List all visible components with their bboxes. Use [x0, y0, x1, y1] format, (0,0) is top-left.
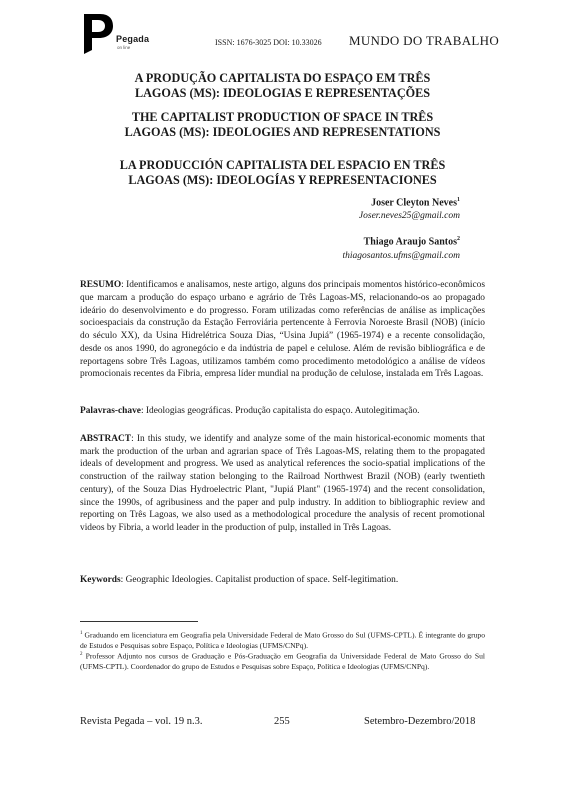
pegada-logo-icon	[80, 10, 116, 54]
footnote-1-text: Graduando em licenciatura em Geografia pela Universidade Federal de Mato Grosso do Sul (UFMS-CPTL). É integrante do grupo de Estudos e Pesquisas sobre Espaço, Política e Ideologias (UFMS/CNPq).	[80, 630, 485, 650]
footer-journal-volume: Revista Pegada – vol. 19 n.3.	[80, 716, 203, 727]
author-1-name: Joser Cleyton Neves	[371, 197, 457, 209]
issn-doi: ISSN: 1676-3025 DOI: 10.33026	[215, 38, 322, 47]
footnote-divider	[80, 621, 198, 622]
journal-logo	[80, 10, 150, 54]
footnote-1	[80, 629, 485, 651]
title-en-line-1: THE CAPITALIST PRODUCTION OF SPACE IN TRÊS	[131, 110, 434, 124]
title-spanish	[80, 158, 485, 188]
page-number: 255	[274, 716, 290, 727]
title-english	[80, 110, 485, 140]
title-pt-line-1: A PRODUÇÃO CAPITALISTA DO ESPAÇO EM TRÊS	[134, 71, 431, 85]
logo-subtitle: on line	[117, 45, 131, 50]
palavras-text: : Ideologias geográficas. Produção capitalista do espaço. Autolegitimação.	[140, 406, 420, 416]
author-2-footnote-mark[interactable]: 2	[457, 236, 460, 242]
resumo-label: RESUMO	[80, 280, 122, 290]
footnote-2-text: Professor Adjunto nos cursos de Graduação e Pós-Graduação em Geografia da Universidade Federal de Mato Grosso do Sul (UFMS-CPTL). Coordenador do grupo de Estudos e Pesquisas sobre Espaço, Política e Ideologias (UFMS/CNPq).	[80, 651, 485, 671]
author-2-email[interactable]: thiagosantos.ufms@gmail.com	[342, 251, 460, 261]
author-2-name: Thiago Araujo Santos	[363, 236, 457, 248]
author-1-footnote-mark[interactable]: 1	[457, 197, 460, 203]
abstract-label: ABSTRACT	[80, 434, 132, 444]
author-name	[364, 236, 460, 247]
keywords-text: : Geographic Ideologies. Capitalist production of space. Self-legitimation.	[120, 575, 399, 585]
keywords	[80, 574, 485, 587]
abstract-text: : In this study, we identify and analyze some of the main historical-economic moments that mark the production of the urban and agrarian space of Três Lagoas-MS, relating them to the propagated ideals of development and progress. We used as analytical references the socio-spatial implications of the construction of the railway station belonging to the Railroad Northwest Brazil (NOB) (early twentieth century), of the Souza Dias Hydroelectric Plant, "Jupiá Plant" (1965-1974) and the recent consolidation, since the 1990s, of agribusiness and the paper and pulp industry. In addition to bibliographic review and reporting on Três Lagoas, we also used as a methodological procedure the analysis of recent promotional videos by Fibria, a world leader in the production of pulp, installed in Três Lagoas.	[80, 434, 485, 533]
logo-name: Pegada	[116, 34, 150, 44]
title-portuguese	[80, 71, 485, 101]
title-es-line-2: LAGOAS (MS): IDEOLOGÍAS Y REPRESENTACIONES	[128, 173, 437, 187]
footnote-1-mark: 1	[80, 631, 83, 636]
title-pt-line-2: LAGOAS (MS): IDEOLOGIAS E REPRESENTAÇÕES	[134, 86, 431, 100]
footer-date: Setembro-Dezembro/2018	[364, 716, 476, 727]
author-1-email[interactable]: Joser.neves25@gmail.com	[358, 211, 460, 221]
palavras-label: Palavras-chave	[80, 406, 141, 416]
footnote-2-mark: 2	[80, 652, 83, 657]
footnote-2	[80, 650, 485, 672]
keywords-label: Keywords	[80, 575, 121, 585]
palavras-chave	[80, 405, 485, 418]
title-en-line-2: LAGOAS (MS): IDEOLOGIES AND REPRESENTATIONS	[124, 125, 441, 139]
author-name	[371, 197, 460, 208]
resumo-paragraph	[80, 279, 485, 381]
section-title: MUNDO DO TRABALHO	[349, 33, 500, 48]
title-es-line-1: LA PRODUCCIÓN CAPITALISTA DEL ESPACIO EN TRÊS	[119, 158, 446, 172]
resumo-text: : Identificamos e analisamos, neste artigo, alguns dos principais momentos histórico-econômicos que marcam a produção do espaço urbano e agrário de Três Lagoas-MS, relacionando-os ao propagado ideário do desenvolvimento e do progresso. Foram utilizadas como referências de análise as implicações socioespaciais da construção da Estação Ferroviária pertencente à Ferrovia Noroeste Brasil (NOB) (início do século XX), da Usina Hidrelétrica Souza Dias, “Usina Jupiá” (1965-1974) e a recente consolidação, desde os anos 1990, do agronegócio e da indústria de papel e celulose. Além de revisão bibliográfica e de reportagens sobre Três Lagoas, utilizamos também como procedimento metodológico a análise de vídeos promocionais recentes da Fibria, empresa líder mundial na produção de celulose, instalada em Três Lagoas.	[80, 280, 485, 380]
abstract-paragraph	[80, 433, 485, 535]
